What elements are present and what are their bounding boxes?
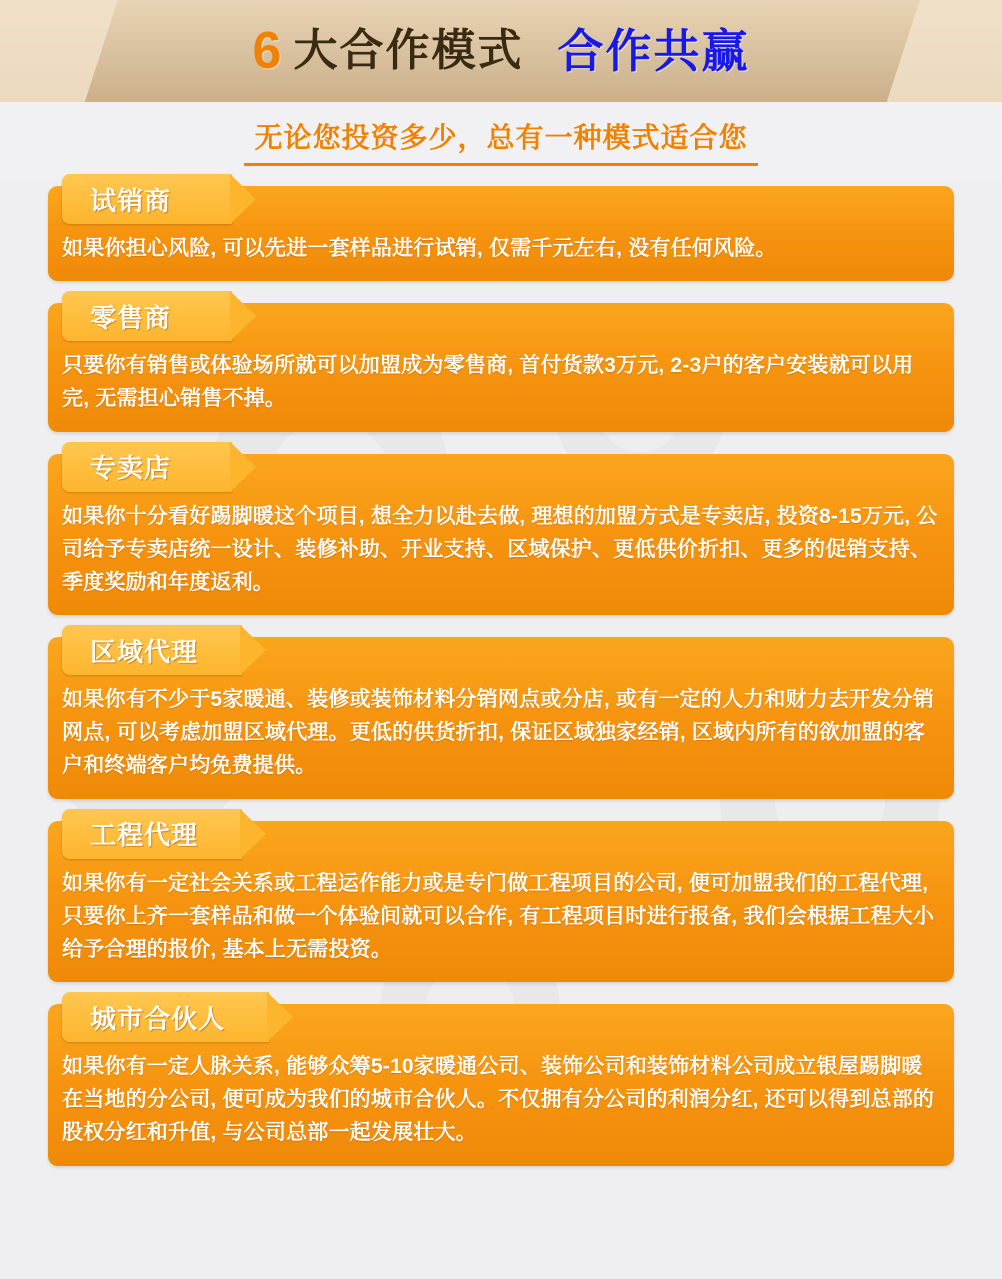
card-tab-label: 试销商 — [90, 185, 172, 216]
card-body-text: 如果你十分看好踢脚暖这个项目, 想全力以赴去做, 理想的加盟方式是专卖店, 投资8-15万元, 公司给予专卖店统一设计、装修补助、开业支持、区域保护、更低供价折扣、更多的促销支持、季度奖励和年度返利。 — [62, 504, 938, 594]
header-title: 大合作模式 — [293, 26, 524, 75]
card-tab — [62, 992, 269, 1042]
card-body-text: 只要你有销售或体验场所就可以加盟成为零售商, 首付货款3万元, 2-3户的客户安装就可以用完, 无需担心销售不掉。 — [62, 354, 914, 411]
list-item — [48, 1004, 954, 1166]
card-tab — [62, 442, 232, 492]
card-body-text: 如果你有一定人脉关系, 能够众筹5-10家暖通公司、装饰公司和装饰材料公司成立银屋踢脚暖在当地的分公司, 便可成为我们的城市合伙人。不仅拥有分公司的利润分红, 还可以得到总部的股权分红和升值, 与公司总部一起发展壮大。 — [62, 1055, 935, 1145]
card-tab — [62, 625, 242, 675]
list-item — [48, 637, 954, 799]
card-tab-label: 专卖店 — [90, 453, 172, 484]
list-item — [48, 303, 954, 431]
list-item — [48, 454, 954, 616]
subtitle-section — [0, 102, 1002, 180]
header-accent-title: 合作共赢 — [557, 25, 750, 77]
header-number: 6 — [252, 22, 282, 80]
card-tab-label: 城市合伙人 — [90, 1003, 226, 1034]
card-tab-label: 区域代理 — [90, 636, 199, 667]
card-body-text: 如果你有一定社会关系或工程运作能力或是专门做工程项目的公司, 便可加盟我们的工程代理, 只要你上齐一套样品和做一个体验间就可以合作, 有工程项目时进行报备, 我们会根据工程大小给予合理的报价, 基本上无需投资。 — [62, 871, 935, 961]
card-tab — [62, 174, 232, 224]
card-tab-label: 工程代理 — [90, 820, 199, 851]
list-item — [48, 821, 954, 983]
subtitle-text: 无论您投资多少，总有一种模式适合您 — [254, 116, 747, 166]
card-tab-label: 零售商 — [90, 302, 172, 333]
card-tab — [62, 809, 242, 859]
list-item — [48, 186, 954, 281]
card-body-text: 如果你担心风险, 可以先进一套样品进行试销, 仅需千元左右, 没有任何风险。 — [62, 237, 777, 260]
card-tab — [62, 291, 232, 341]
card-body-text: 如果你有不少于5家暖通、装修或装饰材料分销网点或分店, 或有一定的人力和财力去开发分销网点, 可以考虑加盟区域代理。更低的供货折扣, 保证区域独家经销, 区域内所有的欲加盟的客户和终端客户均免费提供。 — [62, 688, 934, 778]
header-banner — [0, 0, 1002, 102]
card-list — [0, 180, 1002, 1204]
